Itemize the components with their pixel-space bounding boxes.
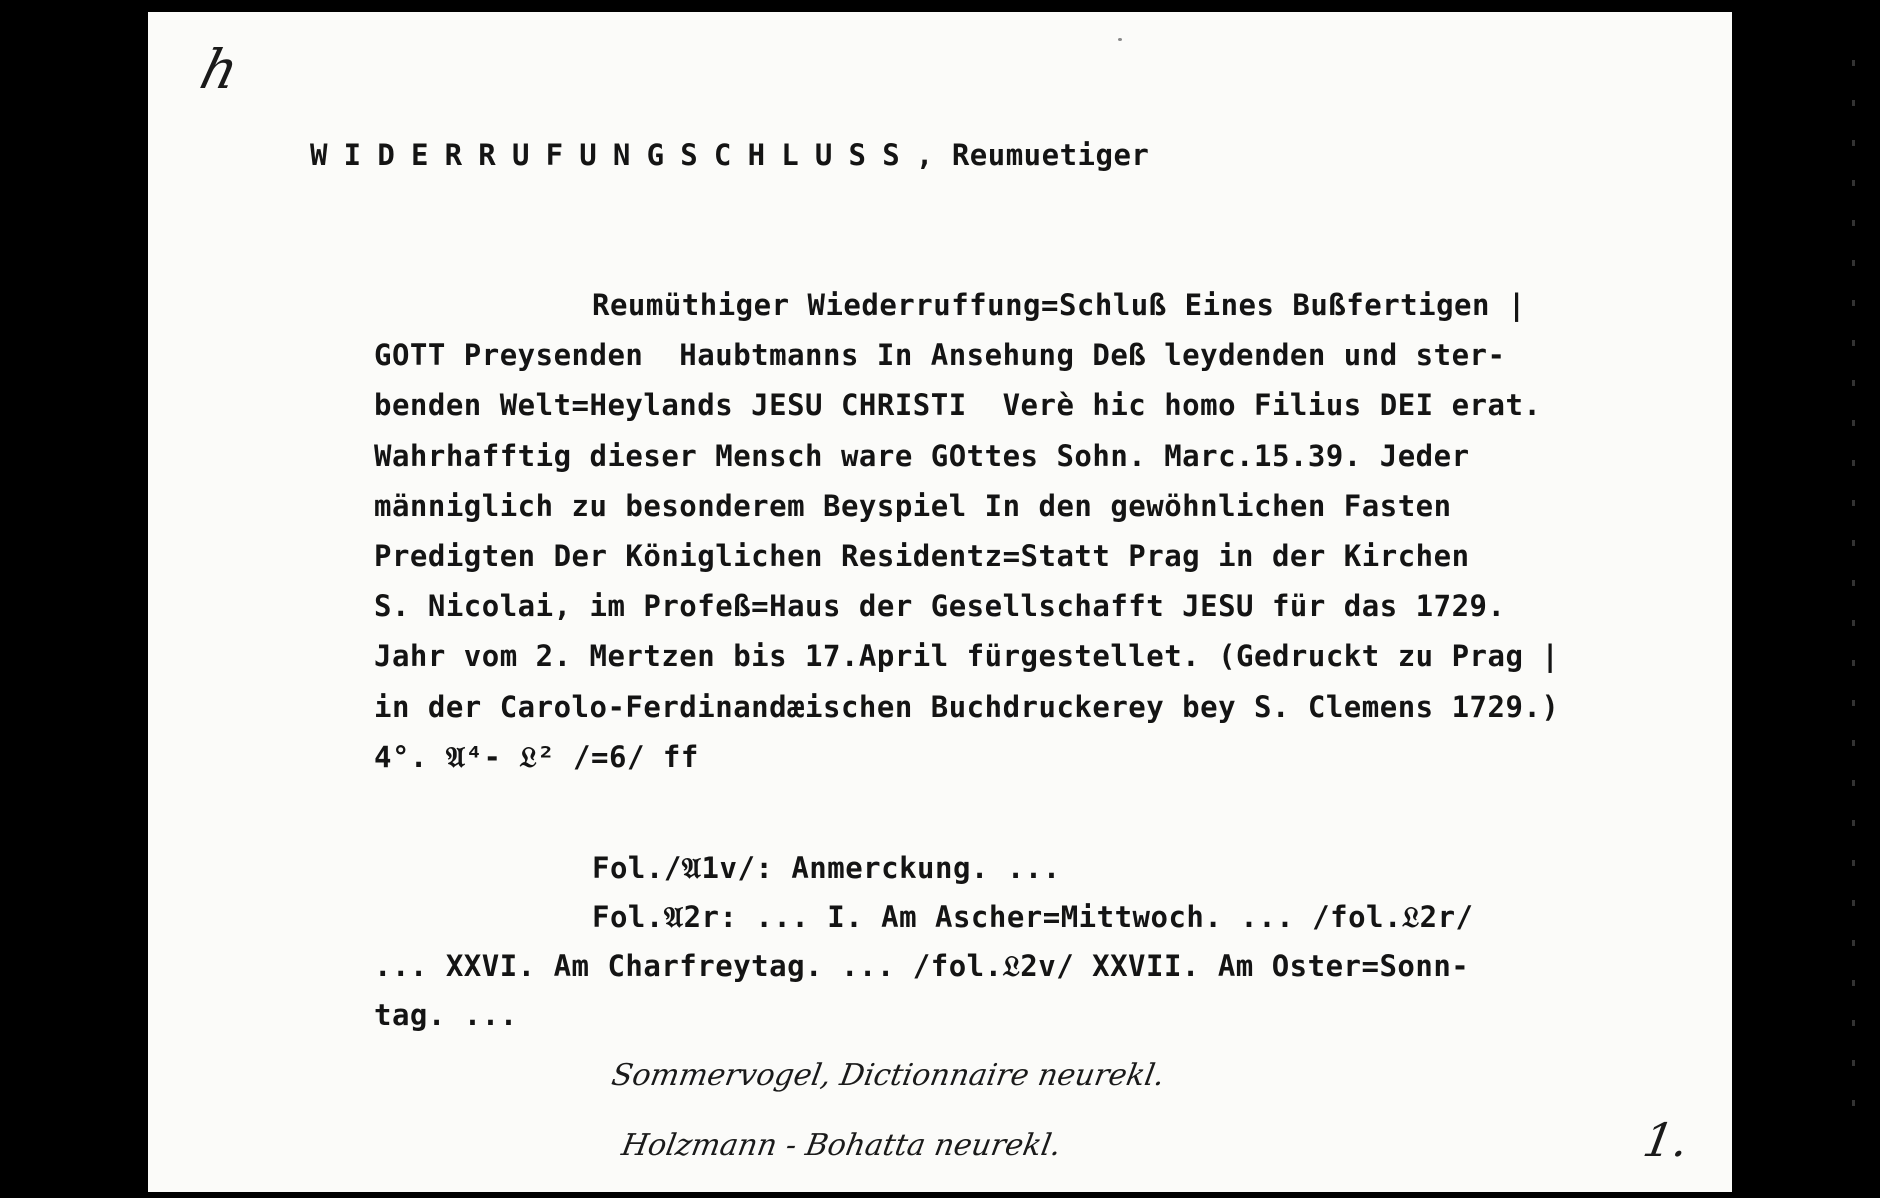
title-description <box>374 280 1559 782</box>
dust-speck <box>1118 38 1122 41</box>
note-line: Fol./𝔄1v/: Anmerckung. ... <box>592 851 1061 885</box>
contents-notes <box>374 844 1474 1040</box>
heading-separator: , <box>915 138 934 172</box>
description-line: Predigten Der Königlichen Residentz=Statt Prag in der Kirchen <box>374 539 1470 574</box>
description-line: Wahrhafftig dieser Mensch ware GOttes Sohn. Marc.15.39. Jeder <box>374 438 1470 473</box>
note-line: tag. ... <box>374 998 518 1032</box>
scan-edge-marks <box>1852 60 1855 1140</box>
description-line: Jahr vom 2. Mertzen bis 17.April fürgestellet. (Gedruckt zu Prag | <box>374 639 1560 674</box>
card-heading <box>310 130 1149 180</box>
heading-title: WIDERRUFUNGSCHLUSS <box>310 138 916 172</box>
description-line: GOTT Preysenden Haubtmanns In Ansehung Deß leydenden und ster- <box>374 338 1506 373</box>
handwritten-reference-sommervogel: Sommervogel, Dictionnaire neurekl. <box>609 1058 1168 1093</box>
scan-border-right <box>1732 0 1880 1198</box>
note-line: ... XXVI. Am Charfreytag. ... /fol.𝔏2v/ XXVII. Am Oster=Sonn- <box>374 949 1470 983</box>
description-line: Reumüthiger Wiederruffung=Schluß Eines Bußfertigen | <box>592 288 1526 322</box>
collation-line: 4°. 𝔄⁴- 𝔏² /=6/ ff <box>374 739 699 774</box>
note-line: Fol.𝔄2r: ... I. Am Ascher=Mittwoch. ... /fol.𝔏2r/ <box>592 900 1474 934</box>
description-line: S. Nicolai, im Profeß=Haus der Gesellschafft JESU für das 1729. <box>374 589 1506 624</box>
description-line: benden Welt=Heylands JESU CHRISTI Verè hic homo Filius DEI erat. <box>374 388 1542 423</box>
description-line: in der Carolo-Ferdinandæischen Buchdruckerey bey S. Clemens 1729.) <box>374 689 1560 724</box>
handwritten-reference-holzmann-bohatta: Holzmann - Bohatta neurekl. <box>619 1128 1064 1163</box>
description-line: männiglich zu besonderem Beyspiel In den gewöhnlichen Fasten <box>374 488 1452 523</box>
heading-subject: Reumuetiger <box>951 138 1150 172</box>
handwritten-page-number: 1. <box>1639 1113 1693 1167</box>
handwritten-corner-mark: h <box>194 38 245 101</box>
